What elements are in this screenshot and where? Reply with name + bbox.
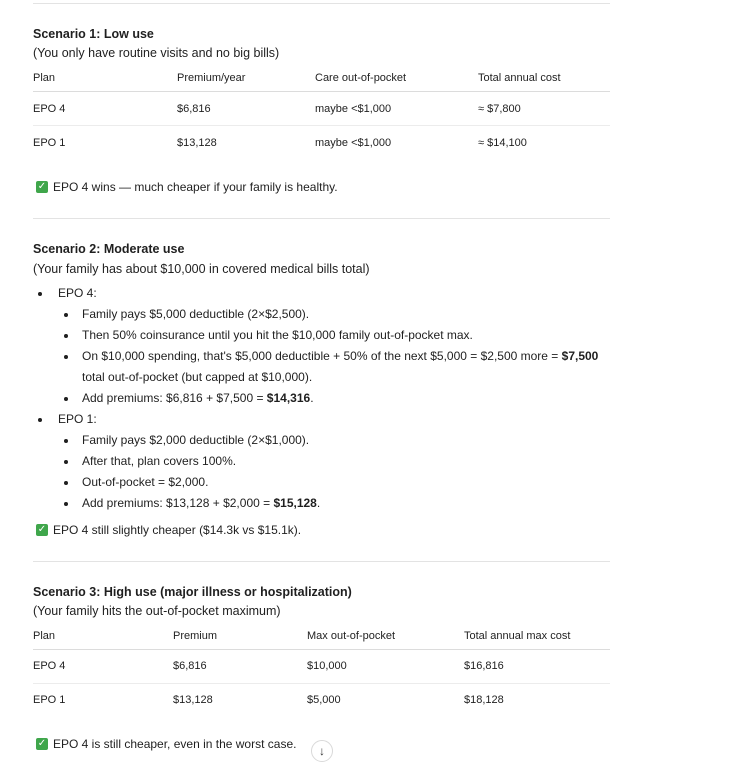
s3-cell-premium: $6,816: [173, 660, 207, 672]
s1-cell-care: maybe <$1,000: [315, 103, 392, 115]
epo1-item-oop: Out-of-pocket = $2,000.: [82, 475, 209, 489]
s3-cell-plan: EPO 1: [33, 694, 66, 706]
epo1-period: .: [316, 496, 321, 510]
scenario3-subtitle: (Your family hits the out-of-pocket maximum): [33, 604, 281, 618]
scenario2-title: Scenario 2: Moderate use: [33, 242, 185, 256]
bullet: [64, 460, 68, 464]
scenario3-verdict: EPO 4 is still cheaper, even in the worst case.: [53, 737, 297, 751]
scenario1-subtitle: (You only have routine visits and no big bills): [33, 46, 280, 60]
s3-cell-plan: EPO 4: [33, 660, 66, 672]
divider: [33, 561, 610, 562]
scenario1-verdict: EPO 4 wins — much cheaper if your family is healthy.: [53, 180, 338, 194]
bullet: [38, 418, 42, 422]
epo1-item-premiums: [82, 496, 320, 510]
s1-cell-total: ≈ $14,100: [478, 137, 527, 149]
epo4-oop-value: $7,500: [561, 349, 599, 363]
bullet: [38, 292, 42, 296]
s3-cell-premium: $13,128: [173, 694, 213, 706]
s3-cell-max-oop: $5,000: [307, 694, 341, 706]
epo4-period: .: [310, 391, 314, 405]
s3-header-total: Total annual max cost: [464, 630, 571, 642]
scenario1-title: Scenario 1: Low use: [33, 27, 154, 41]
epo1-total-value: $15,128: [273, 496, 317, 510]
epo4-item-calc: [82, 349, 598, 363]
s1-cell-plan: EPO 1: [33, 137, 66, 149]
s3-cell-total: $18,128: [464, 694, 504, 706]
epo4-item-deductible: Family pays $5,000 deductible (2×$2,500).: [82, 307, 310, 321]
s3-cell-total: $16,816: [464, 660, 504, 672]
s1-header-rule: [33, 91, 610, 92]
s3-row-rule: [33, 683, 610, 684]
scroll-down-button[interactable]: [311, 740, 333, 762]
s1-cell-plan: EPO 4: [33, 103, 66, 115]
s1-cell-premium: $6,816: [177, 103, 211, 115]
epo4-total-value: $14,316: [266, 391, 311, 405]
s1-row-rule: [33, 125, 610, 126]
scenario2-subtitle: (Your family has about $10,000 in covered medical bills total): [33, 262, 370, 276]
s3-header-max-oop: Max out-of-pocket: [307, 630, 396, 642]
epo4-calc-text: On $10,000 spending, that's $5,000 deductible + 50% of the next $5,000 = $2,500 more =: [82, 349, 562, 363]
epo4-premium-text: Add premiums: $6,816 + $7,500 =: [82, 391, 267, 405]
bullet: [64, 439, 68, 443]
scenario3-title: Scenario 3: High use (major illness or hospitalization): [33, 585, 352, 599]
epo1-item-deductible: Family pays $2,000 deductible (2×$1,000).: [82, 433, 310, 447]
epo4-label: EPO 4:: [58, 286, 97, 300]
check-icon: ✓: [37, 181, 47, 192]
epo1-item-coverage: After that, plan covers 100%.: [82, 454, 237, 468]
epo1-premium-text: Add premiums: $13,128 + $2,000 =: [82, 496, 274, 510]
s3-header-premium: Premium: [173, 630, 218, 642]
bullet: [64, 313, 68, 317]
s1-cell-total: ≈ $7,800: [478, 103, 521, 115]
bullet: [64, 502, 68, 506]
s1-cell-care: maybe <$1,000: [315, 137, 392, 149]
check-icon: ✓: [37, 524, 47, 535]
divider: [33, 218, 610, 219]
epo4-item-premiums: [82, 391, 314, 405]
s3-header-rule: [33, 649, 610, 650]
s1-header-care-oop: Care out-of-pocket: [315, 72, 407, 84]
bullet: [64, 481, 68, 485]
s1-cell-premium: $13,128: [177, 137, 217, 149]
divider-top: [33, 3, 610, 4]
epo4-item-coinsurance: Then 50% coinsurance until you hit the $10,000 family out-of-pocket max.: [82, 328, 473, 342]
epo4-item-calc-cont: total out-of-pocket (but capped at $10,000).: [82, 370, 313, 384]
s1-header-plan: Plan: [33, 72, 56, 84]
s3-cell-max-oop: $10,000: [307, 660, 347, 672]
bullet: [64, 334, 68, 338]
arrow-down-icon: ↓: [319, 744, 325, 758]
epo1-label: EPO 1:: [58, 412, 97, 426]
s3-header-plan: Plan: [33, 630, 56, 642]
s1-header-total: Total annual cost: [478, 72, 561, 84]
bullet: [64, 397, 68, 401]
check-icon: ✓: [37, 738, 47, 749]
bullet: [64, 355, 68, 359]
s1-header-premium: Premium/year: [177, 72, 246, 84]
scenario2-verdict: EPO 4 still slightly cheaper ($14.3k vs $15.1k).: [53, 523, 302, 537]
